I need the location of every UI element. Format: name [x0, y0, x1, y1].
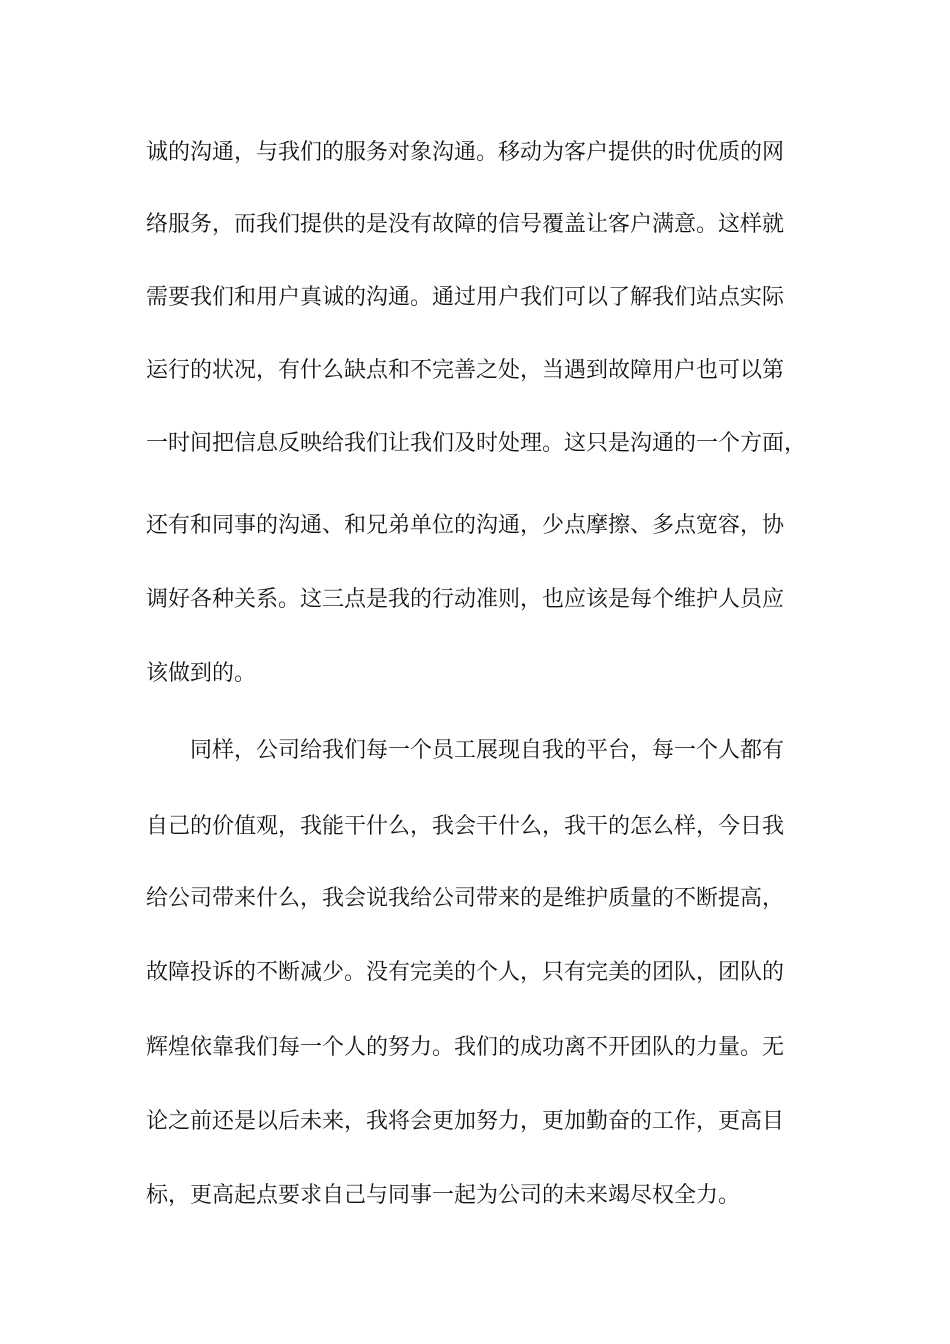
text-line: 还有和同事的沟通、和兄弟单位的沟通，少点摩擦、多点宽容，协: [146, 513, 785, 538]
text-line: 诚的沟通，与我们的服务对象沟通。移动为客户提供的时优质的网: [146, 140, 785, 165]
text-line: 该做到的。: [146, 661, 257, 686]
text-line: 自己的价值观，我能干什么，我会干什么，我干的怎么样，今日我: [146, 814, 785, 839]
text-line: 同样，公司给我们每一个员工展现自我的平台，每一个人都有: [190, 738, 785, 763]
text-line: 给公司带来什么，我会说我给公司带来的是维护质量的不断提高，: [146, 886, 785, 911]
text-line: 络服务，而我们提供的是没有故障的信号覆盖让客户满意。这样就: [146, 212, 785, 237]
text-line: 一时间把信息反映给我们让我们及时处理。这只是沟通的一个方面，: [146, 431, 807, 456]
text-line: 运行的状况，有什么缺点和不完善之处，当遇到故障用户也可以第: [146, 358, 785, 383]
text-line: 标，更高起点要求自己与同事一起为公司的未来竭尽权全力。: [146, 1183, 741, 1208]
text-line: 辉煌依靠我们每一个人的努力。我们的成功离不开团队的力量。无: [146, 1035, 785, 1060]
text-line: 需要我们和用户真诚的沟通。通过用户我们可以了解我们站点实际: [146, 285, 785, 310]
text-line: 调好各种关系。这三点是我的行动准则，也应该是每个维护人员应: [146, 587, 785, 612]
text-line: 故障投诉的不断减少。没有完美的个人，只有完美的团队，团队的: [146, 960, 785, 985]
text-line: 论之前还是以后未来，我将会更加努力，更加勤奋的工作，更高目: [146, 1109, 785, 1134]
